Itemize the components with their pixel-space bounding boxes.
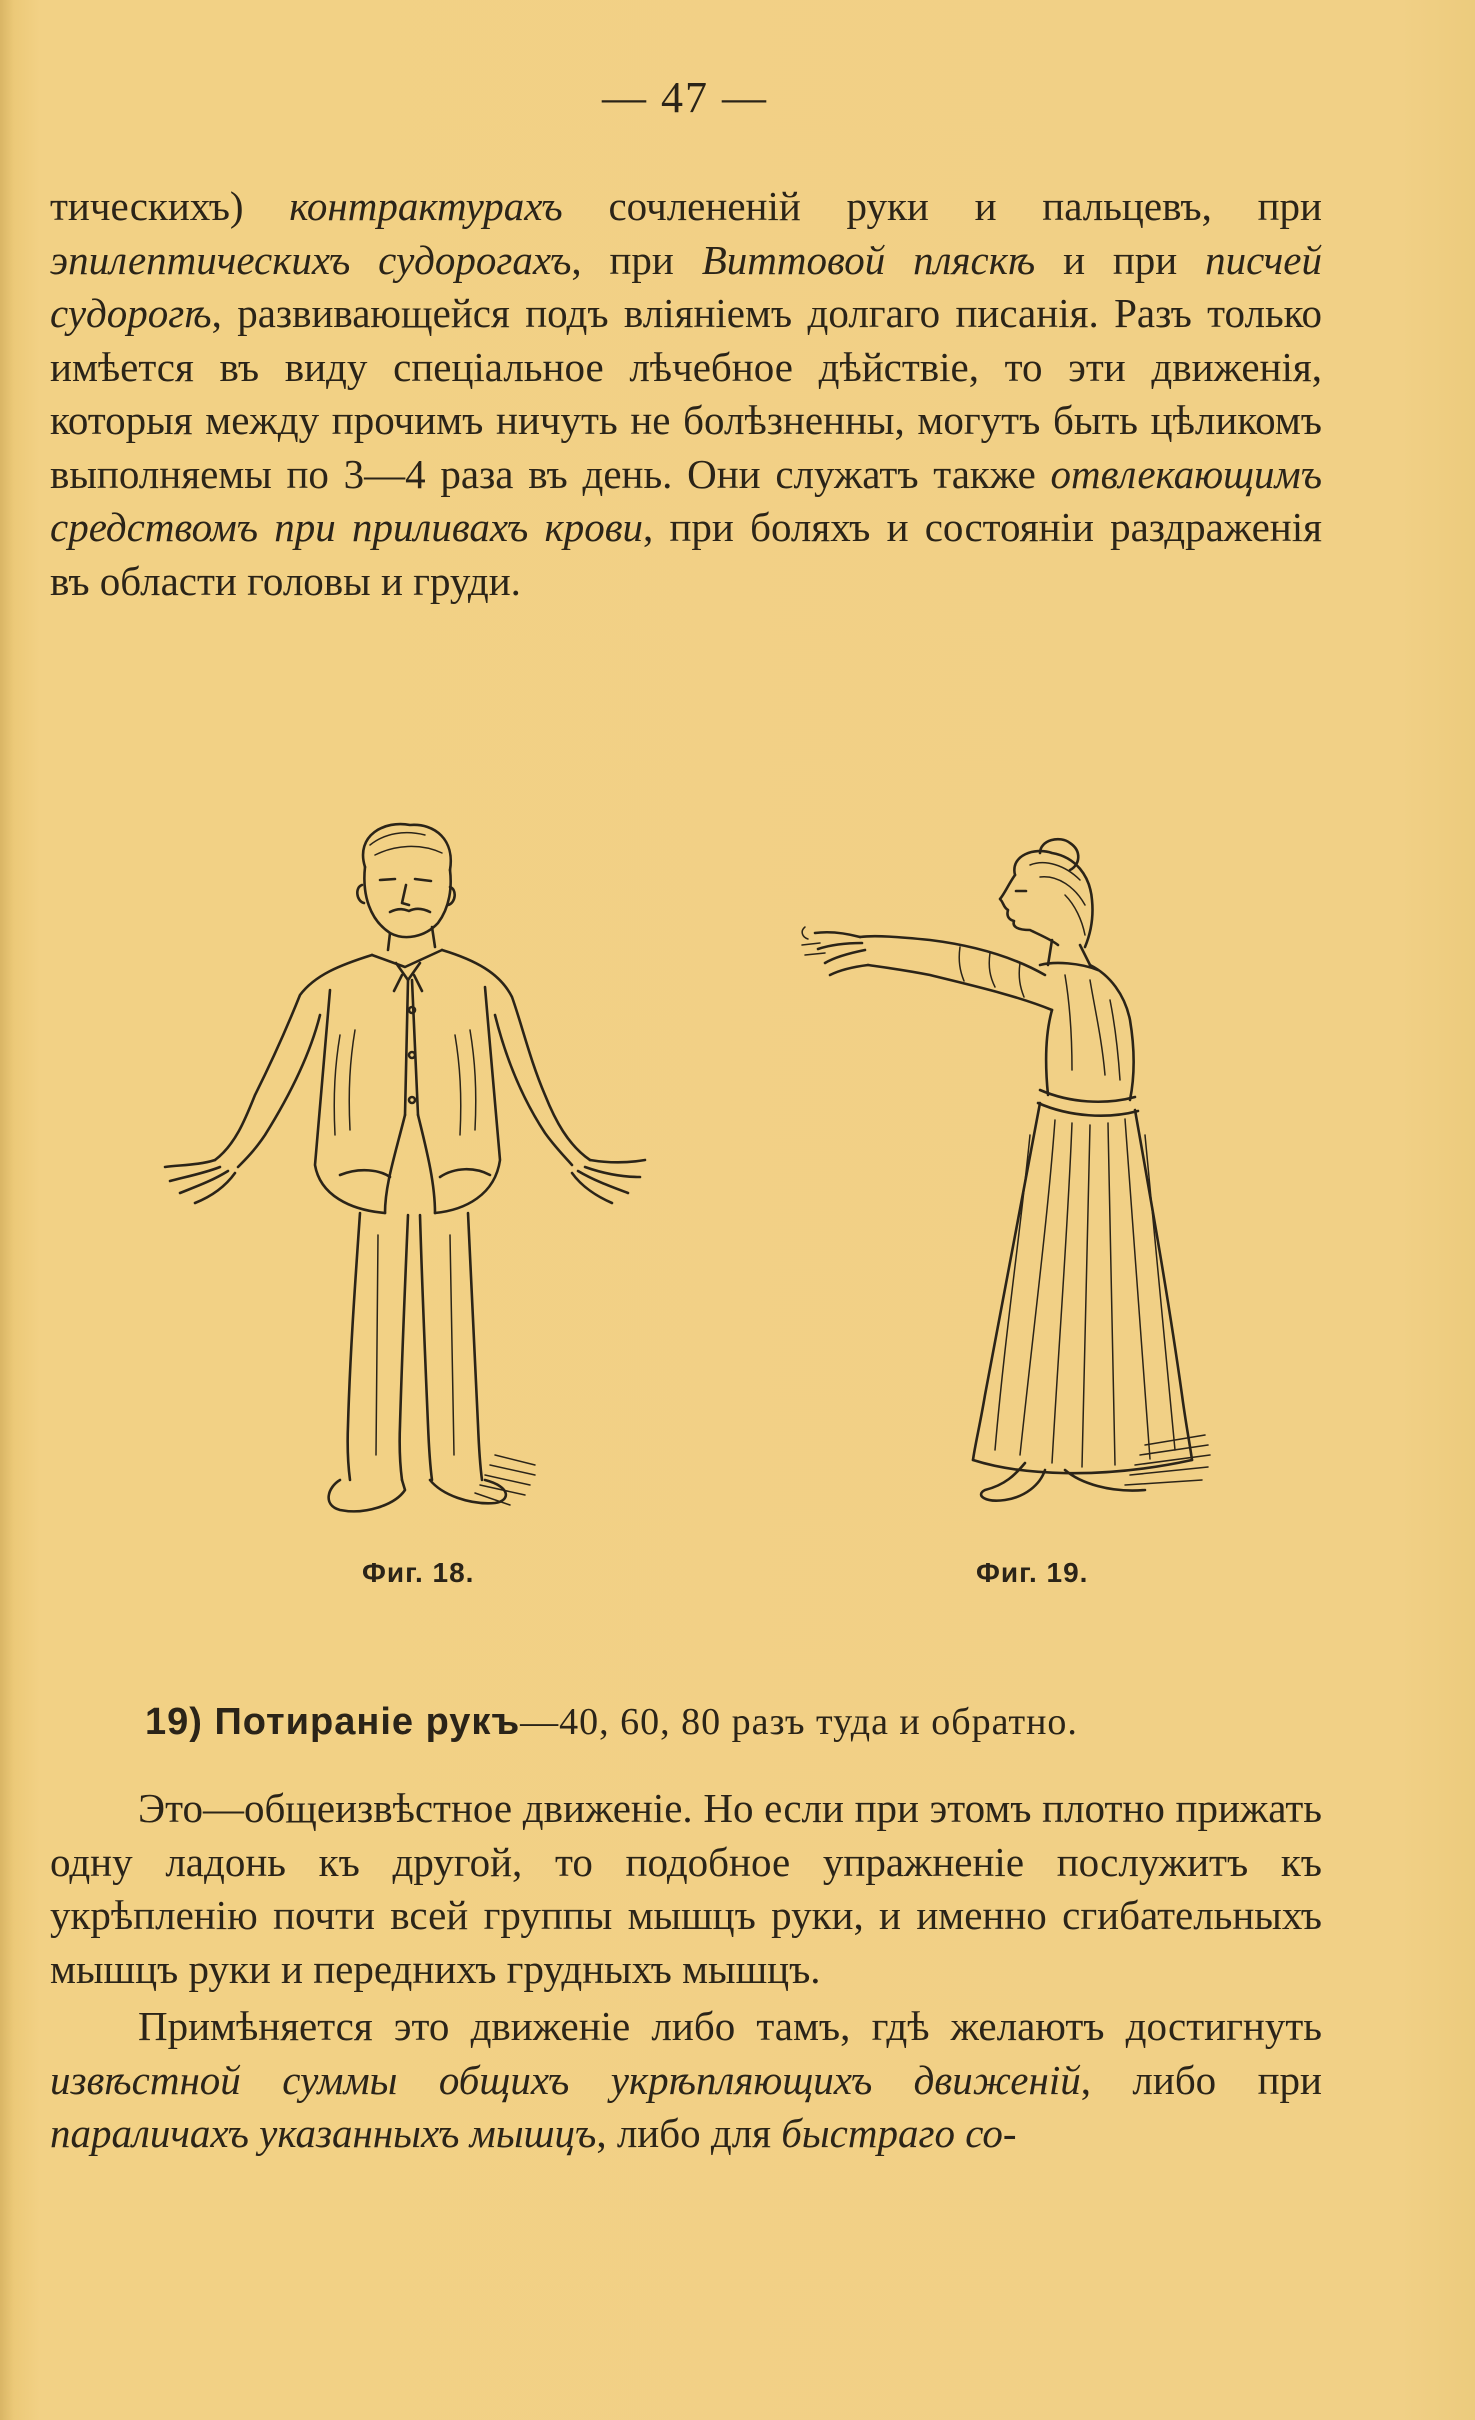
text-run: и при bbox=[1035, 236, 1206, 283]
italic-run: быстраго со- bbox=[781, 2110, 1017, 2156]
text-run: , либо для bbox=[596, 2110, 782, 2156]
italic-run: параличахъ указанныхъ мышцъ bbox=[50, 2110, 597, 2156]
italic-run: писчей судорогѣ bbox=[50, 236, 1323, 336]
paragraph bbox=[50, 2000, 1322, 2161]
body-paragraphs bbox=[50, 1782, 1322, 2161]
text-run: тическихъ) bbox=[50, 183, 290, 229]
italic-run: извѣстной суммы общихъ укрѣпляющихъ движеній bbox=[50, 2056, 1081, 2103]
italic-run: эпилептическихъ судорогахъ bbox=[50, 236, 572, 283]
italic-run: Виттовой пляскѣ bbox=[701, 236, 1036, 283]
page-number: — 47 — bbox=[602, 73, 768, 122]
paragraph bbox=[50, 1782, 1322, 1996]
figure-19-caption: Фиг. 19. bbox=[976, 1557, 1089, 1588]
section-heading-rest: —40, 60, 80 разъ туда и обратно. bbox=[520, 1701, 1078, 1743]
text-run: Примѣняется это движеніе либо тамъ, гдѣ желаютъ достигнуть bbox=[138, 2003, 1322, 2049]
woman-arms-extended-forward-illustration bbox=[790, 835, 1250, 1550]
paragraph-continuation bbox=[50, 180, 1322, 608]
text-run: , развивающейся подъ вліяніемъ долгаго писанія. Разъ только имѣется въ виду спеціальное лѣчебное дѣйствіе, то эти движенія, которыя между прочимъ ничуть не болѣзненны, могутъ быть цѣликомъ выполняемы по 3—4 раза въ день. Они служатъ также bbox=[50, 290, 1322, 497]
text-run: Это—общеизвѣстное движеніе. Но если при этомъ плотно прижать одну ладонь къ другой, то подобное упражненіе послужитъ къ укрѣпленію почти всей группы мышцъ руки, и именно сгибательныхъ мышцъ руки и переднихъ грудныхъ мышцъ. bbox=[50, 1785, 1322, 1992]
italic-run: отвлекающимъ средствомъ при приливахъ крови bbox=[50, 450, 1322, 550]
text-run: , при bbox=[571, 236, 702, 283]
italic-run: контрактурахъ bbox=[289, 183, 563, 229]
figure-19 bbox=[790, 835, 1250, 1588]
man-arms-lowered-outward-illustration bbox=[150, 815, 690, 1545]
figure-18-caption: Фиг. 18. bbox=[362, 1557, 475, 1588]
text-run: сочлененій руки и пальцевъ, при bbox=[562, 183, 1322, 229]
text-run: , либо при bbox=[1080, 2056, 1322, 2103]
text-run: , при боляхъ и состояніи раздраженія въ области головы и груди. bbox=[50, 504, 1322, 604]
figure-18 bbox=[150, 815, 690, 1588]
section-heading bbox=[145, 1700, 1295, 1744]
section-heading-bold: 19) Потираніе рукъ bbox=[145, 1701, 521, 1743]
top-paragraph bbox=[50, 180, 1322, 608]
